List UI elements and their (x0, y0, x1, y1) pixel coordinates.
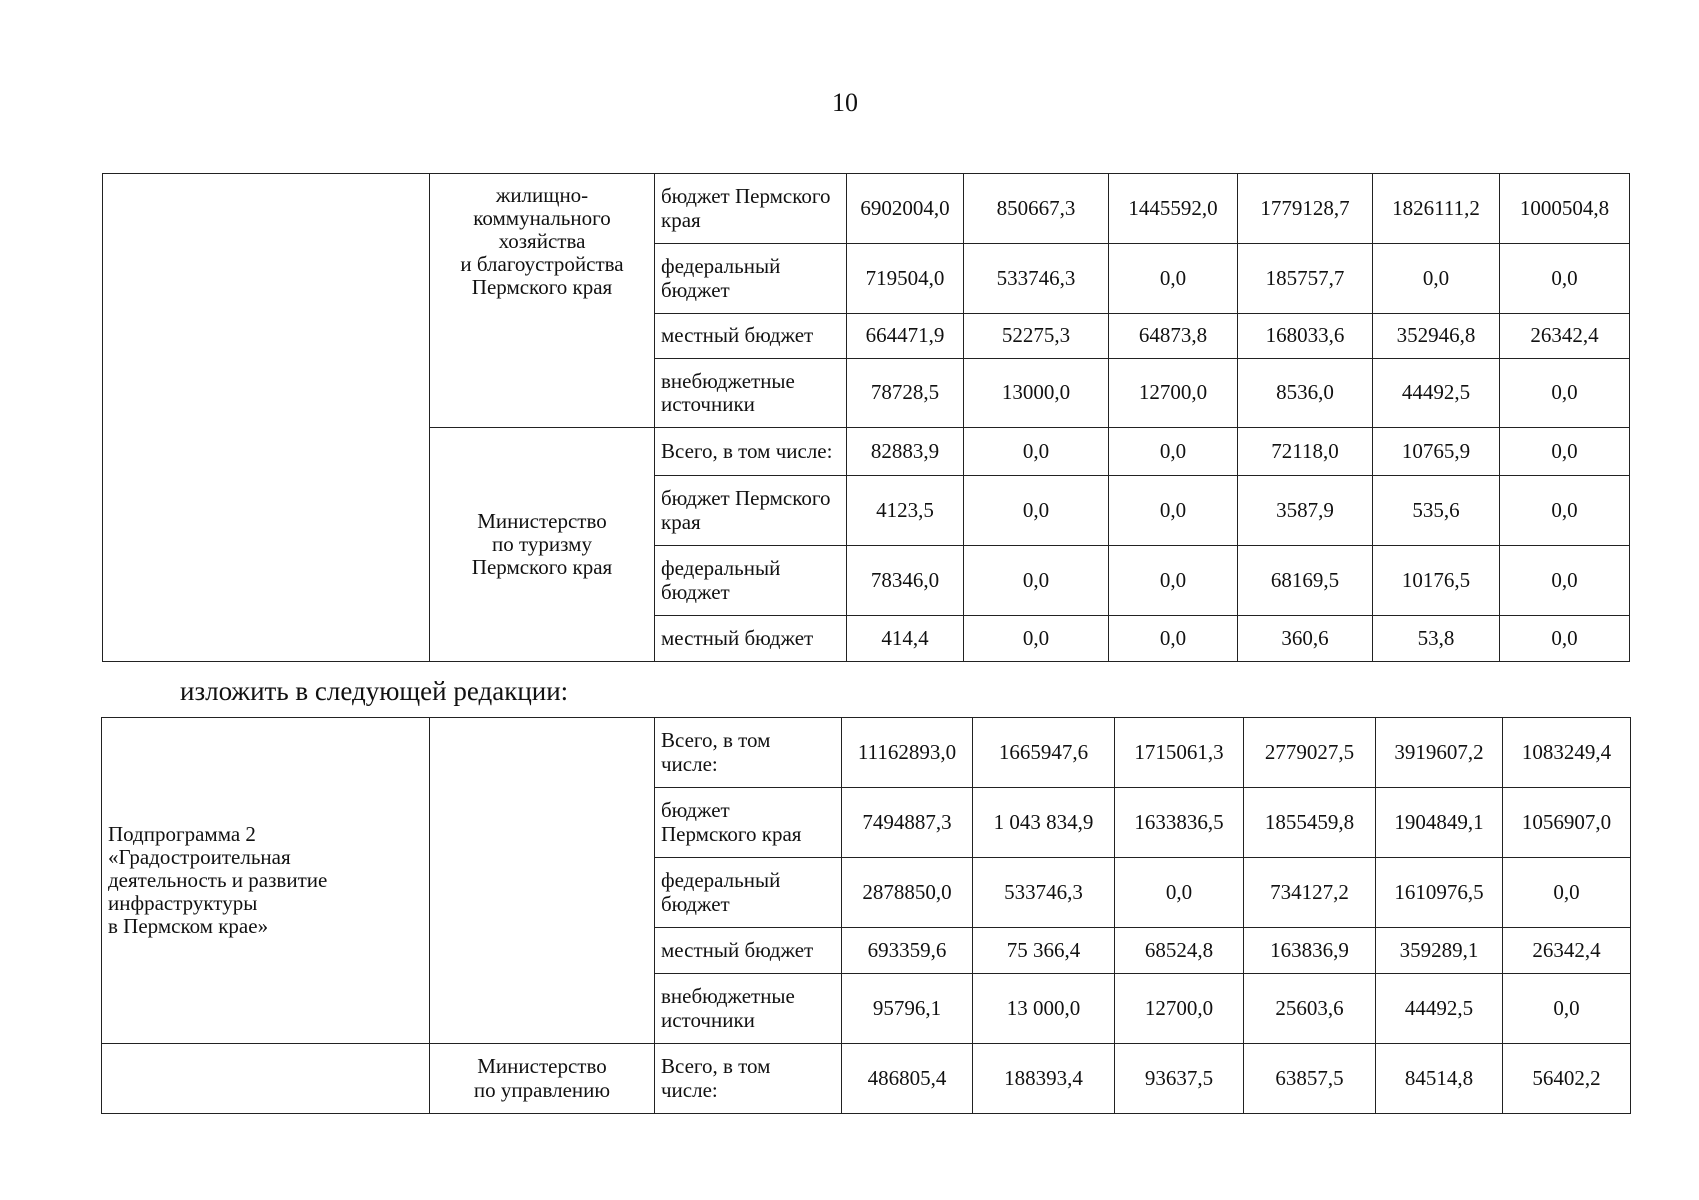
value-cell: 56402,2 (1503, 1044, 1631, 1114)
value-cell: 1056907,0 (1503, 788, 1631, 858)
source-cell (655, 546, 847, 616)
source-line: Всего, в том (661, 728, 771, 753)
value-cell: 486805,4 (842, 1044, 973, 1114)
blank-cell (430, 718, 655, 1044)
value-cell: 0,0 (1500, 546, 1630, 616)
source-line: внебюджетные (661, 984, 795, 1009)
org-name-line: и благоустройства (460, 252, 624, 277)
value-cell: 2779027,5 (1244, 718, 1376, 788)
value-cell: 78728,5 (847, 359, 964, 428)
value-cell: 168033,6 (1238, 314, 1373, 359)
org-cell (430, 1044, 655, 1114)
value-cell: 414,4 (847, 616, 964, 662)
subprogram-line: «Градостроительная (108, 844, 291, 869)
page-number: 10 (832, 88, 858, 117)
value-cell: 3587,9 (1238, 476, 1373, 546)
blank-cell (103, 174, 430, 662)
value-cell: 352946,8 (1373, 314, 1500, 359)
value-cell: 734127,2 (1244, 858, 1376, 928)
value-cell: 93637,5 (1115, 1044, 1244, 1114)
source-cell (655, 314, 847, 359)
table-row (103, 174, 1630, 244)
subprogram-cell (102, 718, 430, 1044)
source-cell (655, 1044, 842, 1114)
value-cell: 10765,9 (1373, 428, 1500, 476)
source-line: источники (661, 1007, 755, 1032)
source-cell (655, 244, 847, 314)
blank-cell (102, 1044, 430, 1114)
source-line: внебюджетные (661, 368, 795, 393)
org-name-line: Пермского края (471, 555, 613, 580)
org-cell (430, 174, 655, 428)
budget-table-new-edition (101, 717, 1631, 1114)
value-cell: 75 366,4 (973, 928, 1115, 974)
org-name-line: Министерство (477, 1054, 607, 1079)
value-cell: 12700,0 (1109, 359, 1238, 428)
source-line: местный бюджет (661, 323, 814, 348)
source-line: федеральный (661, 254, 781, 279)
value-cell: 2878850,0 (842, 858, 973, 928)
value-cell: 360,6 (1238, 616, 1373, 662)
subprogram-line: деятельность и развитие (108, 867, 328, 892)
org-name-line: хозяйства (498, 229, 586, 254)
subprogram-line: инфраструктуры (108, 891, 258, 916)
subprogram-line: Подпрограмма 2 (108, 821, 256, 846)
value-cell: 533746,3 (973, 858, 1115, 928)
value-cell: 26342,4 (1500, 314, 1630, 359)
table-row (102, 718, 1631, 788)
value-cell: 0,0 (964, 616, 1109, 662)
value-cell: 664471,9 (847, 314, 964, 359)
value-cell: 11162893,0 (842, 718, 973, 788)
org-name-line: Министерство (477, 508, 607, 533)
value-cell: 12700,0 (1115, 974, 1244, 1044)
subprogram-line: в Пермском крае» (108, 914, 269, 939)
value-cell: 0,0 (964, 476, 1109, 546)
value-cell: 850667,3 (964, 174, 1109, 244)
source-cell (655, 718, 842, 788)
value-cell: 44492,5 (1373, 359, 1500, 428)
value-cell: 535,6 (1373, 476, 1500, 546)
value-cell: 1000504,8 (1500, 174, 1630, 244)
value-cell: 6902004,0 (847, 174, 964, 244)
value-cell: 25603,6 (1244, 974, 1376, 1044)
source-line: бюджет (661, 277, 730, 302)
value-cell: 44492,5 (1376, 974, 1503, 1044)
value-cell: 68169,5 (1238, 546, 1373, 616)
source-line: федеральный (661, 868, 781, 893)
value-cell: 13000,0 (964, 359, 1109, 428)
value-cell: 10176,5 (1373, 546, 1500, 616)
source-cell (655, 788, 842, 858)
source-cell (655, 928, 842, 974)
value-cell: 7494887,3 (842, 788, 973, 858)
value-cell: 1633836,5 (1115, 788, 1244, 858)
value-cell: 719504,0 (847, 244, 964, 314)
value-cell: 52275,3 (964, 314, 1109, 359)
value-cell: 78346,0 (847, 546, 964, 616)
amendment-instruction: изложить в следующей редакции: (180, 676, 569, 706)
value-cell: 13 000,0 (973, 974, 1115, 1044)
value-cell: 1904849,1 (1376, 788, 1503, 858)
source-cell (655, 174, 847, 244)
value-cell: 693359,6 (842, 928, 973, 974)
value-cell: 0,0 (1109, 616, 1238, 662)
source-cell (655, 428, 847, 476)
source-line: Всего, в том числе: (661, 438, 833, 463)
value-cell: 0,0 (1373, 244, 1500, 314)
value-cell: 82883,9 (847, 428, 964, 476)
value-cell: 533746,3 (964, 244, 1109, 314)
value-cell: 72118,0 (1238, 428, 1373, 476)
value-cell: 3919607,2 (1376, 718, 1503, 788)
value-cell: 1445592,0 (1109, 174, 1238, 244)
source-line: края (661, 207, 701, 232)
source-line: края (661, 509, 701, 534)
source-line: местный бюджет (661, 625, 814, 650)
source-line: бюджет (661, 798, 730, 823)
value-cell: 163836,9 (1244, 928, 1376, 974)
value-cell: 95796,1 (842, 974, 973, 1044)
value-cell: 8536,0 (1238, 359, 1373, 428)
value-cell: 1610976,5 (1376, 858, 1503, 928)
value-cell: 0,0 (1503, 974, 1631, 1044)
org-name-line: Пермского края (471, 275, 613, 300)
source-line: Всего, в том (661, 1054, 771, 1079)
value-cell: 0,0 (964, 546, 1109, 616)
org-name-line: по туризму (492, 531, 592, 556)
value-cell: 68524,8 (1115, 928, 1244, 974)
value-cell: 1855459,8 (1244, 788, 1376, 858)
value-cell: 188393,4 (973, 1044, 1115, 1114)
value-cell: 0,0 (1109, 428, 1238, 476)
value-cell: 53,8 (1373, 616, 1500, 662)
source-line: бюджет Пермского (661, 486, 831, 511)
source-line: бюджет Пермского (661, 184, 831, 209)
org-name-line: по управлению (473, 1077, 611, 1102)
value-cell: 4123,5 (847, 476, 964, 546)
source-line: местный бюджет (661, 937, 814, 962)
source-cell (655, 858, 842, 928)
value-cell: 1 043 834,9 (973, 788, 1115, 858)
value-cell: 26342,4 (1503, 928, 1631, 974)
value-cell: 185757,7 (1238, 244, 1373, 314)
value-cell: 1826111,2 (1373, 174, 1500, 244)
org-name-line: жилищно- (495, 183, 589, 207)
source-cell (655, 974, 842, 1044)
value-cell: 63857,5 (1244, 1044, 1376, 1114)
value-cell: 0,0 (1500, 428, 1630, 476)
value-cell: 0,0 (1500, 476, 1630, 546)
org-cell (430, 428, 655, 662)
value-cell: 1665947,6 (973, 718, 1115, 788)
value-cell: 84514,8 (1376, 1044, 1503, 1114)
value-cell: 1715061,3 (1115, 718, 1244, 788)
value-cell: 0,0 (1500, 616, 1630, 662)
value-cell: 0,0 (1115, 858, 1244, 928)
value-cell: 0,0 (1109, 546, 1238, 616)
value-cell: 1779128,7 (1238, 174, 1373, 244)
value-cell: 0,0 (964, 428, 1109, 476)
value-cell: 64873,8 (1109, 314, 1238, 359)
table-row (102, 1044, 1631, 1114)
source-line: федеральный (661, 556, 781, 581)
value-cell: 0,0 (1503, 858, 1631, 928)
source-line: бюджет (661, 891, 730, 916)
value-cell: 359289,1 (1376, 928, 1503, 974)
source-cell (655, 476, 847, 546)
value-cell: 0,0 (1109, 476, 1238, 546)
value-cell: 0,0 (1500, 244, 1630, 314)
value-cell: 0,0 (1500, 359, 1630, 428)
org-name-line: коммунального (473, 206, 611, 231)
source-line: Пермского края (661, 821, 802, 846)
source-line: бюджет (661, 579, 730, 604)
source-cell (655, 359, 847, 428)
source-line: источники (661, 392, 755, 416)
value-cell: 1083249,4 (1503, 718, 1631, 788)
source-line: числе: (661, 751, 718, 776)
value-cell: 0,0 (1109, 244, 1238, 314)
source-cell (655, 616, 847, 662)
budget-table-current (102, 173, 1630, 662)
source-line: числе: (661, 1077, 718, 1102)
